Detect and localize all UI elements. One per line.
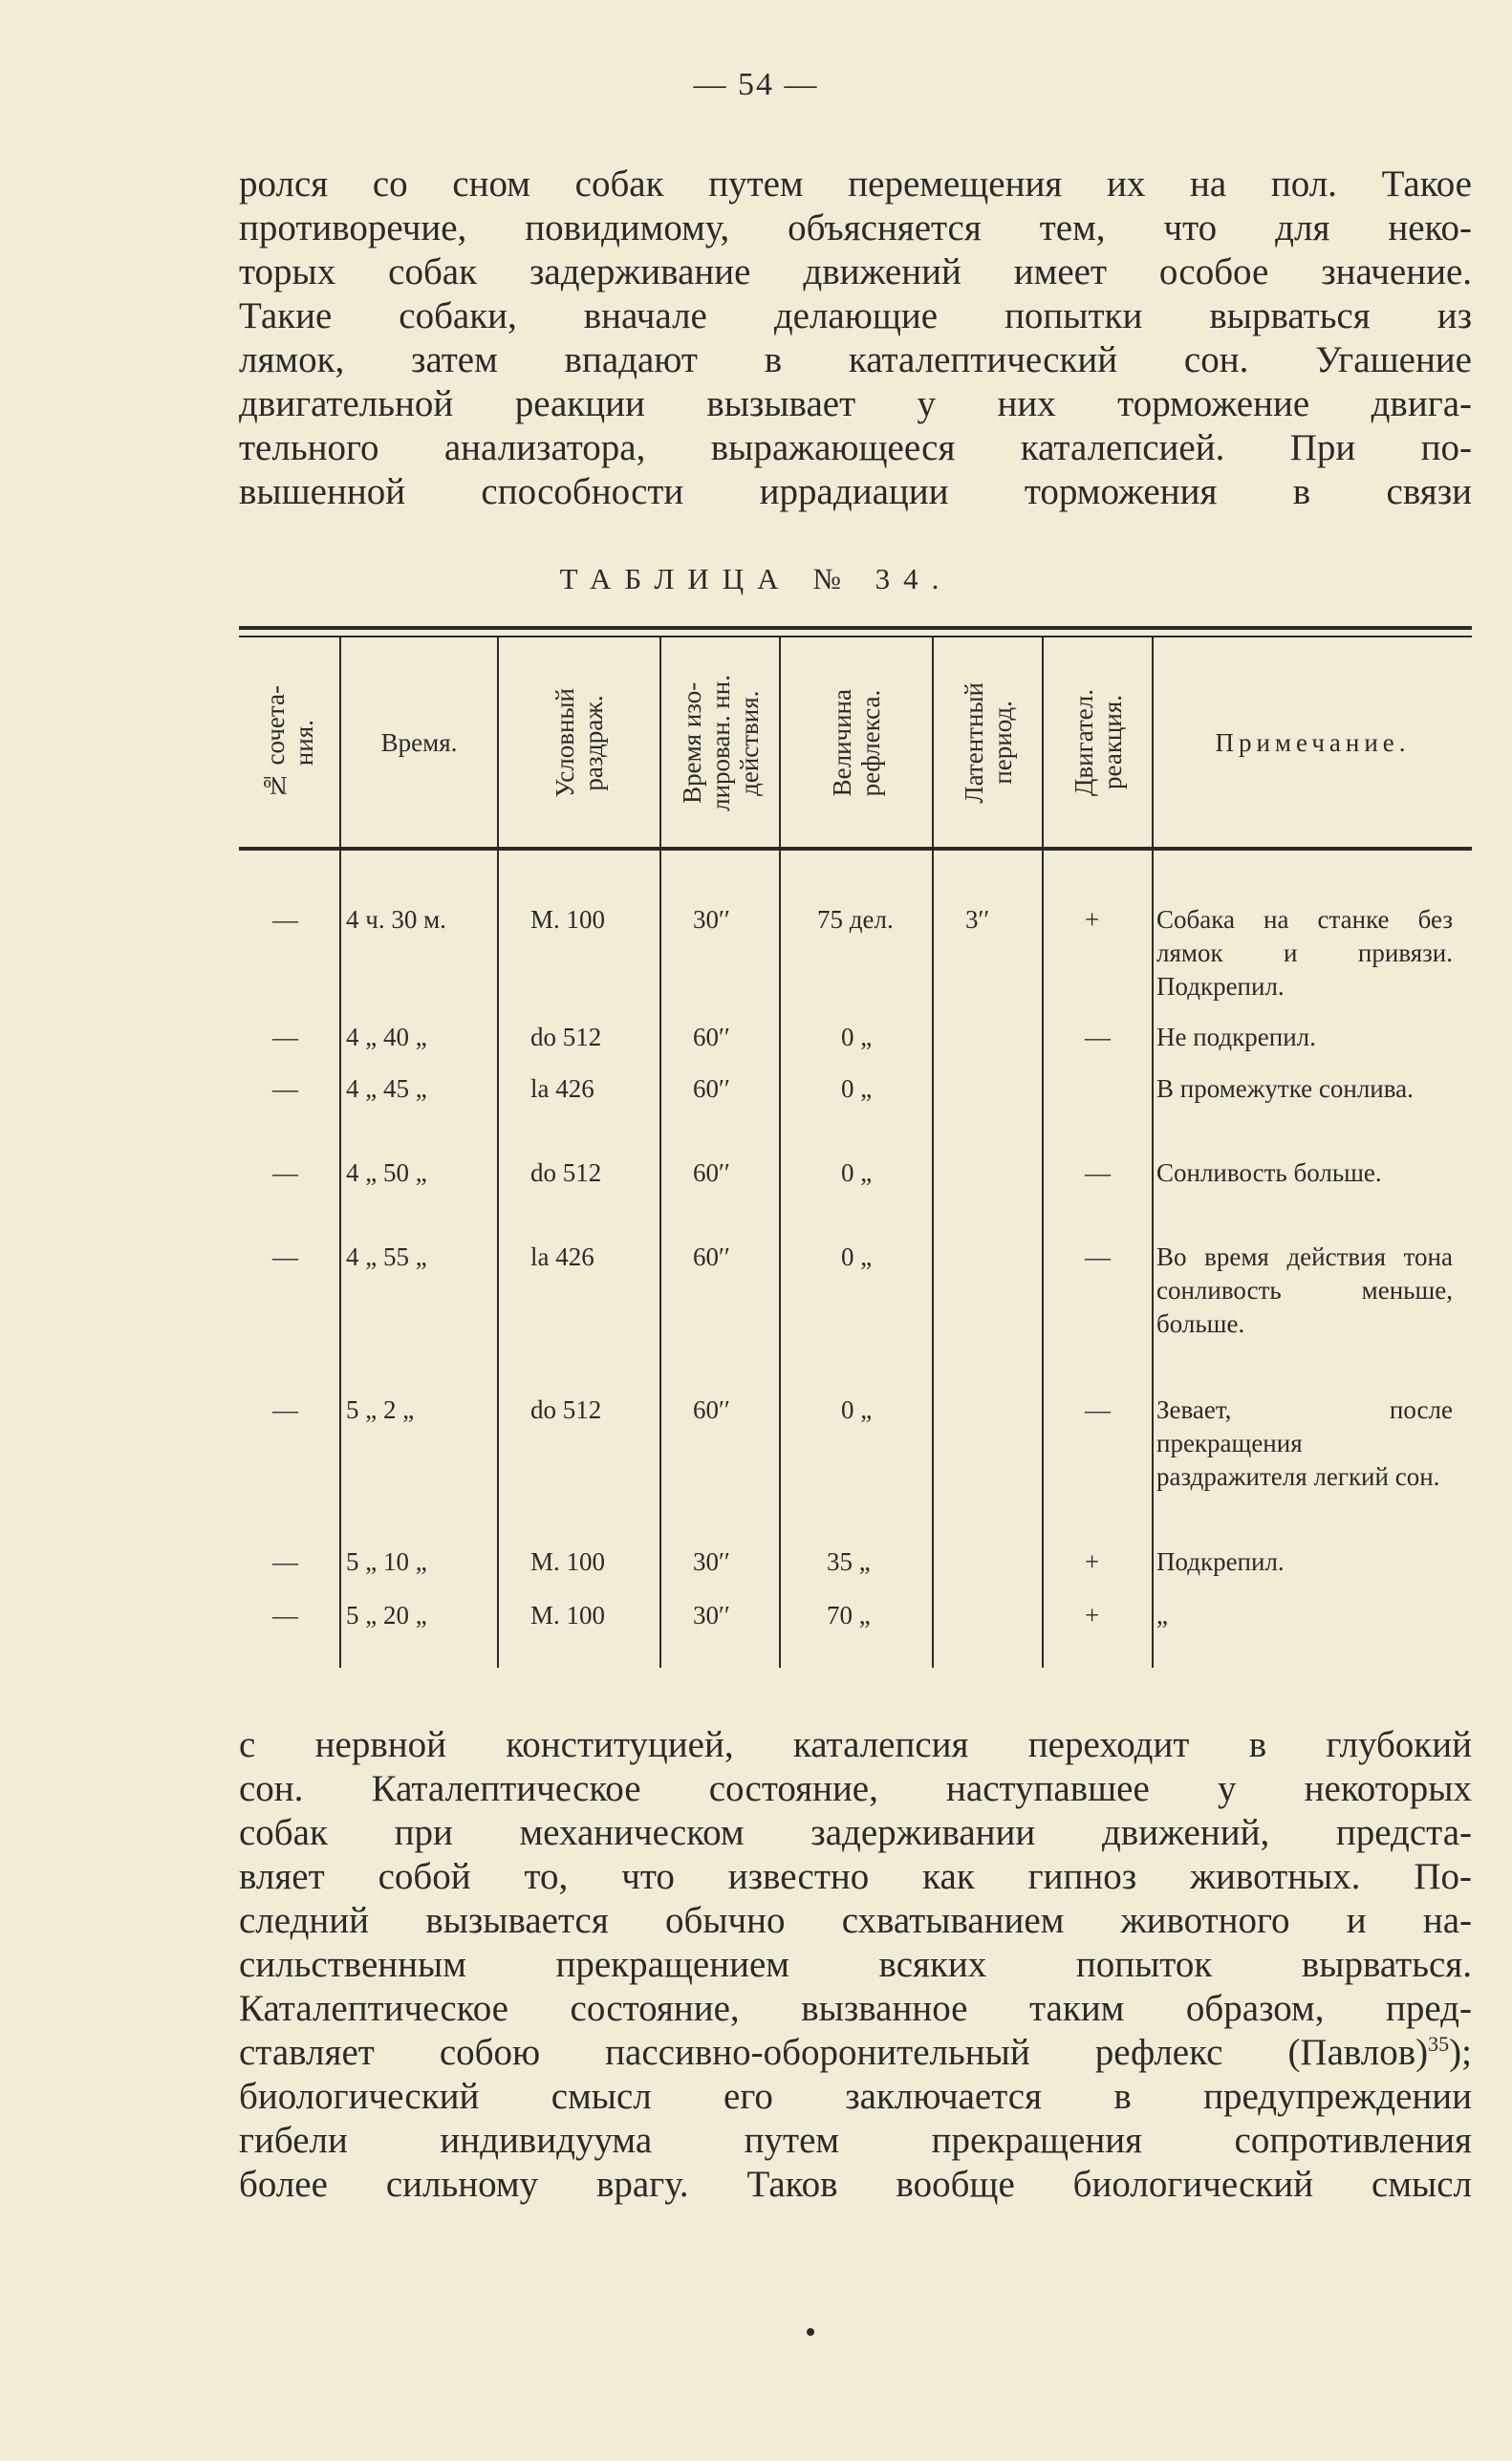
data-table	[239, 626, 1472, 1668]
text-line	[239, 2031, 1472, 2075]
table-top-rule	[239, 626, 1472, 630]
text-line: гибели индивидуума путем прекращения сопротивления	[239, 2120, 1472, 2161]
cell-magnitude: 35 „	[827, 1547, 871, 1576]
cell-magnitude: 0 „	[841, 1242, 873, 1271]
header-cell	[239, 641, 339, 844]
header-cell	[781, 641, 932, 844]
header-cell	[934, 641, 1042, 844]
cell-time: 4 „ 45 „	[346, 1074, 427, 1103]
text-line: Такие собаки, вначале делающие попытки вырваться из	[239, 295, 1472, 336]
text-line: с нервной конституцией, каталепсия переходит в глубокий	[239, 1724, 1472, 1765]
header-motor: Двигател. реакция.	[1069, 689, 1127, 796]
cell-note: Во время действия тона сонливость меньше, больше.	[1156, 1242, 1453, 1338]
header-note: Примечание.	[1215, 727, 1411, 757]
header-latent: Латентный период.	[959, 681, 1017, 804]
cell-note: Подкрепил.	[1156, 1547, 1285, 1576]
cell-time: 4 „ 55 „	[346, 1242, 427, 1271]
cell-magnitude: 70 „	[827, 1601, 871, 1630]
header-isolated: Время изо- лирован. нн. действия.	[677, 674, 764, 811]
cell-stimulus: М. 100	[530, 1547, 606, 1576]
cell-motor: +	[1085, 1547, 1100, 1576]
cell-note: Зевает, после прекращения раздражителя легкий сон.	[1156, 1395, 1453, 1491]
cell-isolated: 30′′	[693, 1547, 730, 1576]
cell-stimulus: do 512	[530, 1158, 602, 1187]
cell-time: 4 „ 50 „	[346, 1158, 427, 1187]
cell-stimulus: do 512	[530, 1395, 602, 1424]
cell-time: 5 „ 2 „	[346, 1395, 415, 1424]
table-header-rule	[239, 847, 1472, 851]
header-cell	[661, 641, 779, 844]
cell-motor: —	[1085, 1023, 1111, 1051]
cell-note: „	[1156, 1601, 1168, 1630]
text-line: сон. Каталептическое состояние, наступавшее у некоторых	[239, 1768, 1472, 1809]
table-title: ТАБЛИЦА № 34.	[559, 562, 953, 595]
cell-stimulus: М. 100	[530, 905, 606, 934]
cell-magnitude: 0 „	[841, 1395, 873, 1424]
text-line: вышенной способности иррадиации торможения в связи	[239, 471, 1472, 512]
cell-motor: —	[1085, 1242, 1111, 1271]
cell-note: Не подкрепил.	[1156, 1023, 1316, 1051]
header-num: № сочета- ния.	[260, 684, 318, 801]
cell-note: Собака на станке без лямок и привязи. Подкрепил.	[1156, 905, 1453, 1001]
cell-stimulus: la 426	[530, 1242, 594, 1271]
text-line: следний вызывается обычно схватыванием животного и на-	[239, 1900, 1472, 1941]
cell-isolated: 30′′	[693, 1601, 730, 1630]
footnote-reference: 35	[1428, 2032, 1450, 2056]
cell-note: Сонливость больше.	[1156, 1158, 1382, 1187]
text-line: лямок, затем впадают в каталептический сон. Угашение	[239, 339, 1472, 380]
cell-magnitude: 0 „	[841, 1158, 873, 1187]
page-number: — 54 —	[693, 67, 819, 102]
header-magnitude: Величина рефлекса.	[828, 688, 885, 797]
cell-isolated: 60′′	[693, 1158, 730, 1187]
text-line: сильственным прекращением всяких попыток вырваться.	[239, 1944, 1472, 1985]
cell-note: В промежутке сонлива.	[1156, 1074, 1414, 1103]
cell-isolated: 60′′	[693, 1395, 730, 1424]
header-time: Время.	[380, 727, 458, 757]
cell-num: —	[272, 1023, 298, 1051]
text-line: более сильному врагу. Таков вообще биологический смысл	[239, 2164, 1472, 2205]
cell-num: —	[272, 1395, 298, 1424]
cell-stimulus: М. 100	[530, 1601, 606, 1630]
text-line-part: ставляет собою пассивно-оборонительный рефлекс (Павлов)	[239, 2032, 1429, 2073]
cell-time: 4 ч. 30 м.	[346, 905, 446, 934]
cell-num: —	[272, 905, 298, 934]
cell-isolated: 30′′	[693, 905, 730, 934]
text-line: торых собак задерживание движений имеет особое значение.	[239, 251, 1472, 292]
text-line: ролся со сном собак путем перемещения их на пол. Такое	[239, 163, 1472, 205]
cell-magnitude: 0 „	[841, 1074, 873, 1103]
cell-motor: —	[1085, 1395, 1111, 1424]
cell-time: 4 „ 40 „	[346, 1023, 427, 1051]
cell-num: —	[272, 1158, 298, 1187]
cell-num: —	[272, 1074, 298, 1103]
cell-magnitude: 0 „	[841, 1023, 873, 1051]
cell-stimulus: do 512	[530, 1023, 602, 1051]
cell-time: 5 „ 20 „	[346, 1601, 427, 1630]
header-cell	[1044, 641, 1152, 844]
text-line: двигательной реакции вызывает у них торможение двига-	[239, 383, 1472, 424]
cell-motor: —	[1085, 1158, 1111, 1187]
cell-num: —	[272, 1547, 298, 1576]
cell-stimulus: la 426	[530, 1074, 594, 1103]
header-cell	[1154, 641, 1472, 844]
cell-num: —	[272, 1601, 298, 1630]
cell-time: 5 „ 10 „	[346, 1547, 427, 1576]
cell-isolated: 60′′	[693, 1074, 730, 1103]
paragraph-top	[239, 162, 1472, 514]
cell-motor: +	[1085, 1601, 1100, 1630]
header-stimulus: Условный раздраж.	[551, 687, 608, 798]
cell-latent: 3′′	[965, 905, 990, 934]
paragraph-bottom	[239, 1723, 1472, 2207]
header-cell	[499, 641, 659, 844]
text-line: собак при механическом задерживании движений, предста-	[239, 1812, 1472, 1853]
cell-motor: +	[1085, 905, 1100, 934]
text-line: тельного анализатора, выражающееся каталепсией. При по-	[239, 427, 1472, 468]
header-cell	[341, 641, 497, 844]
ink-mark	[807, 2328, 814, 2336]
cell-magnitude: 75 дел.	[817, 905, 894, 934]
table-top-rule-thin	[239, 636, 1472, 637]
cell-isolated: 60′′	[693, 1023, 730, 1051]
cell-num: —	[272, 1242, 298, 1271]
cell-isolated: 60′′	[693, 1242, 730, 1271]
text-line-part: );	[1449, 2032, 1472, 2073]
text-line: противоречие, повидимому, объясняется тем, что для неко-	[239, 207, 1472, 248]
text-line: вляет собой то, что известно как гипноз животных. По-	[239, 1856, 1472, 1897]
text-line: Каталептическое состояние, вызванное таким образом, пред-	[239, 1988, 1472, 2029]
text-line: биологический смысл его заключается в предупреждении	[239, 2076, 1472, 2117]
